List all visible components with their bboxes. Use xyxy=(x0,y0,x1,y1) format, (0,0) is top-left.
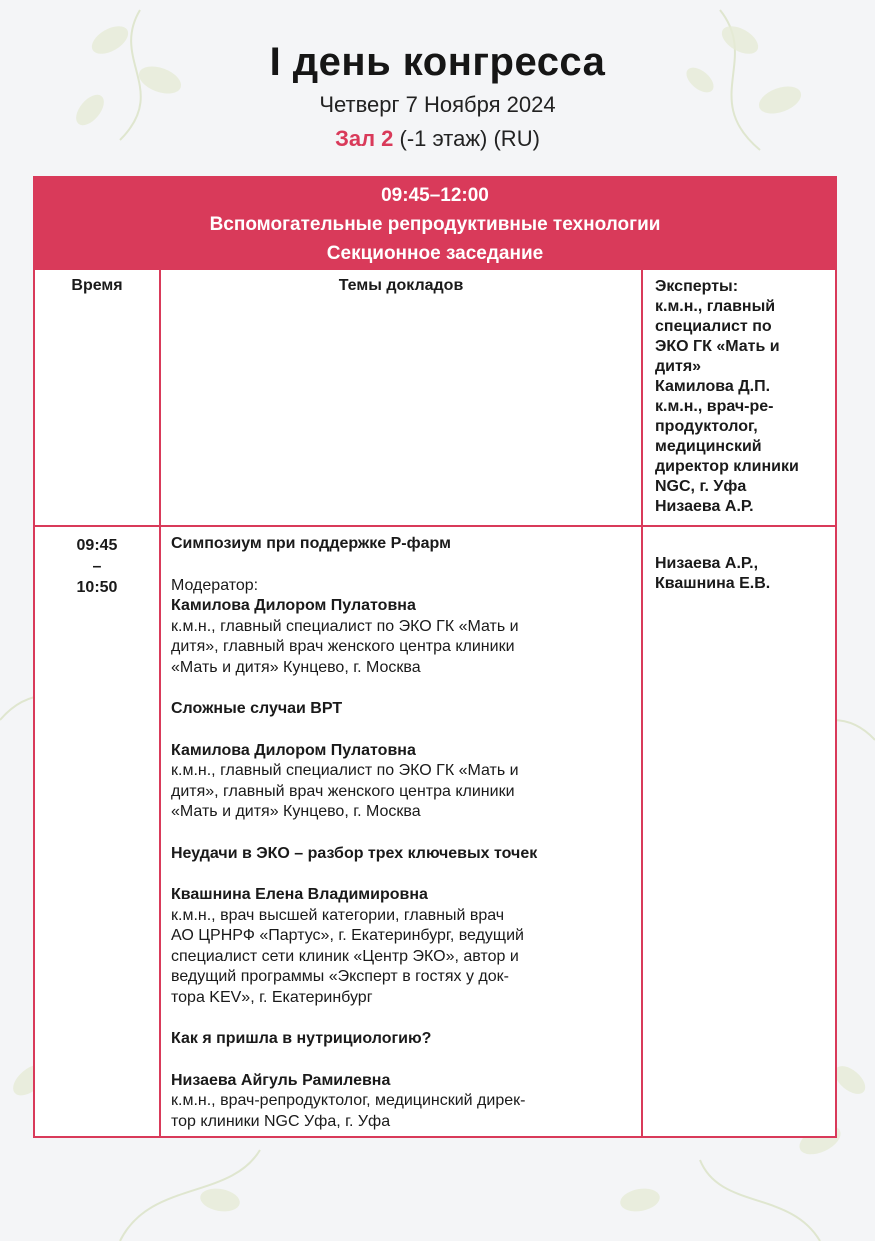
moderator-info-line: дитя», главный врач женского центра клиники xyxy=(171,638,515,655)
schedule-table xyxy=(33,176,837,1138)
column-header-experts: Эксперты: xyxy=(655,278,739,295)
speaker-info-line: тор клиники NGC Уфа, г. Уфа xyxy=(171,1112,391,1130)
experts-line: медицинский xyxy=(655,438,762,455)
experts-line: Камилова Д.П. xyxy=(655,378,771,395)
experts-line: дитя» xyxy=(655,358,702,375)
row-topics xyxy=(171,534,636,1132)
symposium-title: Симпозиум при поддержке Р-фарм xyxy=(171,535,451,552)
experts-line: специалист по xyxy=(655,318,772,335)
experts-line: к.м.н., главный xyxy=(655,298,776,315)
session-banner xyxy=(35,178,835,270)
speaker-info-line: «Мать и дитя» Кунцево, г. Москва xyxy=(171,803,421,820)
hall-name: Зал 2 xyxy=(335,126,394,151)
talk-title: Неудачи в ЭКО – разбор трех ключевых точек xyxy=(171,844,538,862)
speaker-info-line: к.м.н., врач-репродуктолог, медицинский дирек- xyxy=(171,1092,526,1109)
row-divider xyxy=(35,525,835,527)
talk-title: Сложные случаи ВРТ xyxy=(171,700,343,717)
session-time: 09:45–12:00 xyxy=(381,185,489,206)
experts-line: продуктолог, xyxy=(655,418,758,435)
speaker-info-line: тора KEV», г. Екатеринбург xyxy=(171,988,373,1006)
experts-line: ЭКО ГК «Мать и xyxy=(655,338,780,355)
speaker-info-line: дитя», главный врач женского центра клиники xyxy=(171,782,515,800)
time-end: 10:50 xyxy=(76,579,118,596)
time-start: 09:45 xyxy=(76,537,118,554)
speaker-info-line: к.м.н., врач высшей категории, главный врач xyxy=(171,906,505,924)
moderator-name: Камилова Дилором Пулатовна xyxy=(171,597,416,614)
expert-name: Низаева А.Р., xyxy=(655,555,759,572)
time-dash: – xyxy=(92,558,102,575)
experts-header xyxy=(655,277,835,517)
speaker-name: Низаева Айгуль Рамилевна xyxy=(171,1071,391,1089)
speaker-name: Квашнина Елена Владимировна xyxy=(171,886,428,903)
experts-line: к.м.н., врач-ре- xyxy=(655,398,774,415)
talk-title: Как я пришла в нутрициологию? xyxy=(171,1030,432,1047)
column-header-topics: Темы докладов xyxy=(338,277,464,294)
session-type: Секционное заседание xyxy=(326,243,544,264)
speaker-info-line: к.м.н., главный специалист по ЭКО ГК «Мать и xyxy=(171,762,519,779)
experts-line: NGC, г. Уфа xyxy=(655,478,747,495)
column-divider xyxy=(641,270,643,1136)
speaker-info-line: АО ЦРНРФ «Партус», г. Екатеринбург, ведущий xyxy=(171,927,524,944)
experts-line: Низаева А.Р. xyxy=(655,498,754,515)
page-title: I день конгресса xyxy=(269,40,606,84)
hall-line xyxy=(0,124,875,154)
column-header-time: Время xyxy=(71,277,123,294)
speaker-info-line: ведущий программы «Эксперт в гостях у док- xyxy=(171,968,509,985)
event-date: Четверг 7 Ноября 2024 xyxy=(319,92,556,117)
experts-line: директор клиники xyxy=(655,458,799,475)
session-title: Вспомогательные репродуктивные технологии xyxy=(209,214,661,235)
moderator-label: Модератор: xyxy=(171,576,259,594)
speaker-info-line: специалист сети клиник «Центр ЭКО», автор и xyxy=(171,947,519,965)
expert-name: Квашнина Е.В. xyxy=(655,575,771,592)
column-divider xyxy=(159,270,161,1136)
row-experts xyxy=(655,554,835,594)
speaker-name: Камилова Дилором Пулатовна xyxy=(171,741,416,759)
moderator-info-line: к.м.н., главный специалист по ЭКО ГК «Мать и xyxy=(171,617,519,635)
row-time xyxy=(35,535,159,598)
hall-details: (-1 этаж) (RU) xyxy=(393,126,540,151)
moderator-info-line: «Мать и дитя» Кунцево, г. Москва xyxy=(171,658,421,676)
page-header xyxy=(0,38,875,154)
